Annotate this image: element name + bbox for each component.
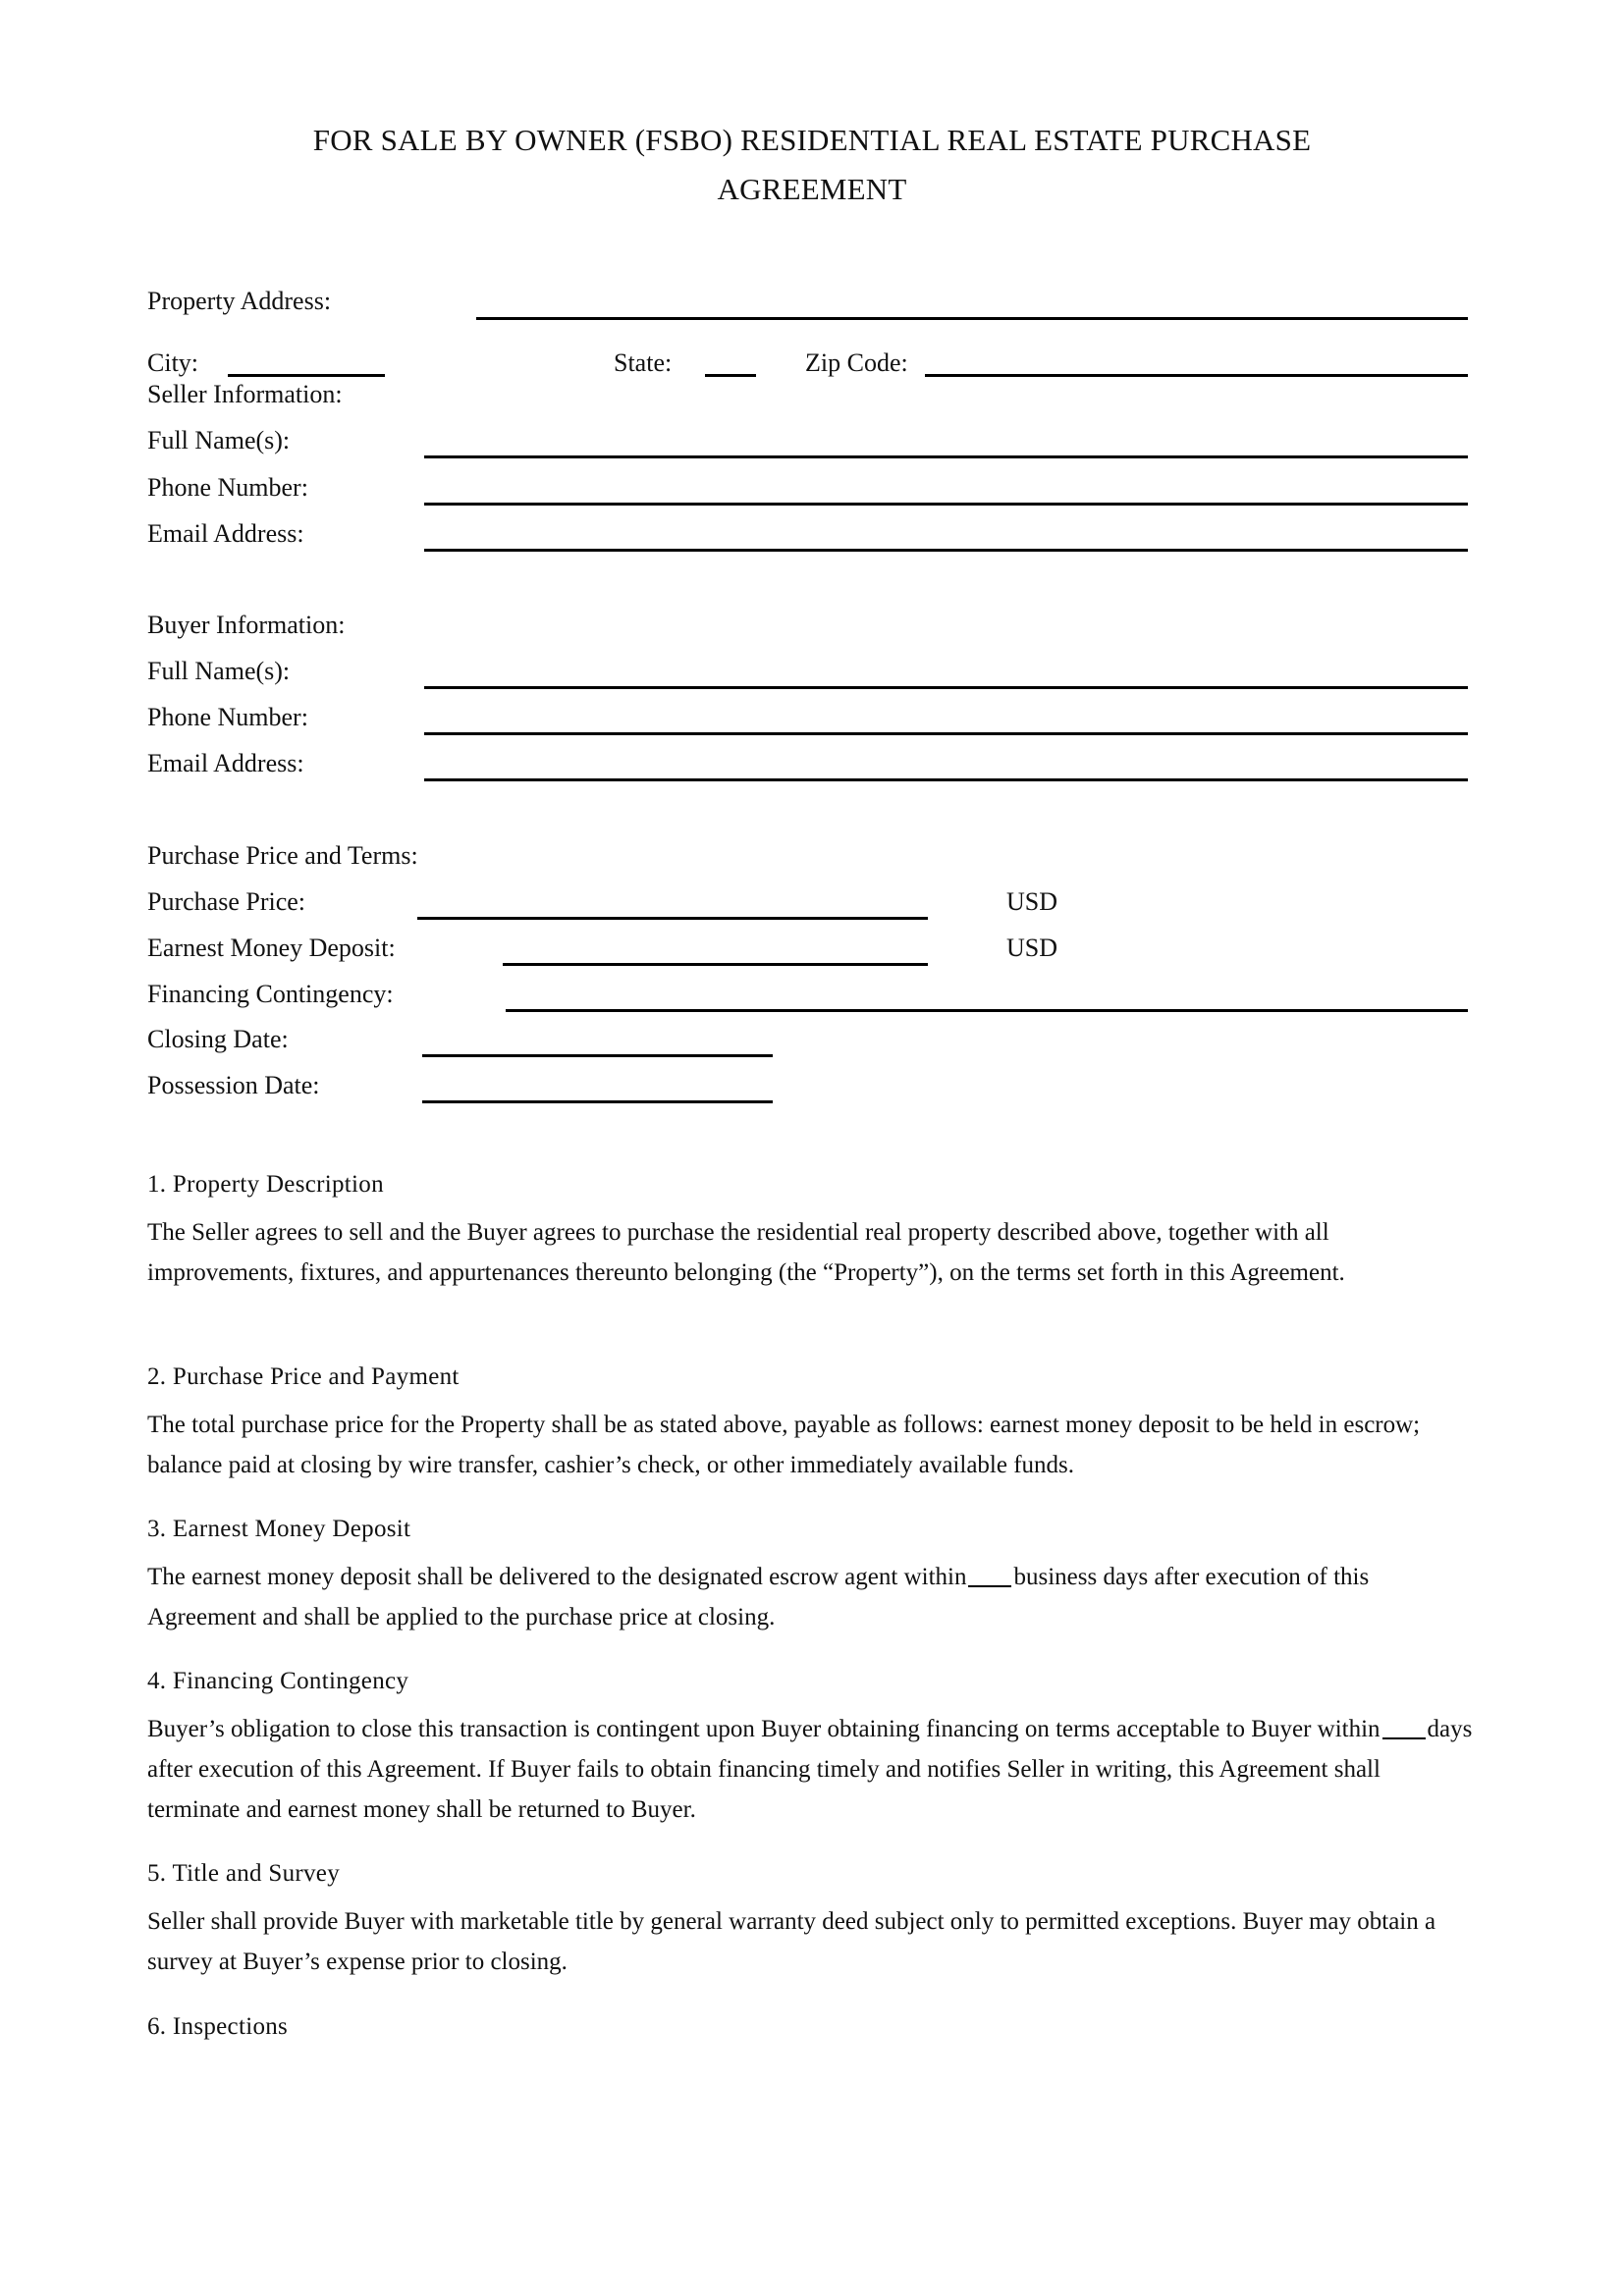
- buyer-full-name-label: Full Name(s):: [147, 657, 291, 685]
- property-address-label: Property Address:: [147, 287, 332, 315]
- field-row-property-address: [0, 285, 1624, 324]
- section-3-text-after: business days after execution of this Agreement and shall be applied to the purchase price at closing.: [147, 1564, 1370, 1630]
- seller-information-heading: Seller Information:: [147, 380, 343, 408]
- field-row-seller-email: [0, 517, 1624, 557]
- terms-heading-row: [0, 839, 1624, 879]
- purchase-price-input-line[interactable]: [417, 917, 928, 920]
- section-heading-6: 6. Inspections: [147, 2013, 289, 2040]
- section-4-text-after: days after execution of this Agreement. If Buyer fails to obtain financing timely and notifies Seller in writing, this Agreement shall terminate and earnest money shall be returned to Buyer.: [147, 1716, 1473, 1823]
- section-4-blank-field[interactable]: [1382, 1737, 1426, 1739]
- field-row-seller-phone: [0, 471, 1624, 510]
- field-row-seller-name: [0, 424, 1624, 463]
- earnest-money-label: Earnest Money Deposit:: [147, 934, 396, 962]
- seller-full-name-label: Full Name(s):: [147, 426, 291, 454]
- section-body-3: [147, 1557, 1473, 1637]
- section-body-2: The total purchase price for the Property shall be as stated above, payable as follows: earnest money deposit to be held in escrow; balance paid at closing by wire transfer, cashier’s check, or other immediately available funds.: [147, 1412, 1421, 1478]
- field-row-closing-date: [0, 1023, 1624, 1062]
- buyer-full-name-input-line[interactable]: [424, 686, 1468, 689]
- field-row-financing-contingency: [0, 978, 1624, 1017]
- financing-contingency-input-line[interactable]: [506, 1009, 1468, 1012]
- seller-phone-input-line[interactable]: [424, 503, 1468, 506]
- buyer-information-heading: Buyer Information:: [147, 611, 346, 639]
- financing-contingency-label: Financing Contingency:: [147, 980, 394, 1008]
- earnest-money-currency: USD: [1006, 934, 1058, 962]
- state-input-line[interactable]: [705, 374, 756, 377]
- field-row-buyer-email: [0, 747, 1624, 786]
- purchase-terms-heading: Purchase Price and Terms:: [147, 841, 418, 870]
- section-heading-4: 4. Financing Contingency: [147, 1668, 409, 1694]
- field-row-buyer-name: [0, 655, 1624, 694]
- field-row-purchase-price: [0, 885, 1624, 925]
- section-heading-1: 1. Property Description: [147, 1171, 384, 1198]
- section-heading-5: 5. Title and Survey: [147, 1860, 340, 1887]
- property-address-input-line[interactable]: [476, 317, 1468, 320]
- seller-full-name-input-line[interactable]: [424, 455, 1468, 458]
- section-4-text-before: Buyer’s obligation to close this transaction is contingent upon Buyer obtaining financing on terms acceptable to Buyer within: [147, 1716, 1380, 1742]
- buyer-information-heading-row: [0, 609, 1624, 648]
- purchase-price-label: Purchase Price:: [147, 887, 306, 916]
- closing-date-input-line[interactable]: [422, 1054, 773, 1057]
- possession-date-input-line[interactable]: [422, 1100, 773, 1103]
- city-input-line[interactable]: [228, 374, 385, 377]
- seller-phone-label: Phone Number:: [147, 473, 308, 502]
- buyer-email-input-line[interactable]: [424, 778, 1468, 781]
- seller-email-input-line[interactable]: [424, 549, 1468, 552]
- buyer-phone-label: Phone Number:: [147, 703, 308, 731]
- seller-email-label: Email Address:: [147, 519, 304, 548]
- seller-information-heading-row: [0, 378, 1624, 417]
- earnest-money-input-line[interactable]: [503, 963, 928, 966]
- purchase-price-currency: USD: [1006, 887, 1058, 916]
- buyer-phone-input-line[interactable]: [424, 732, 1468, 735]
- state-label: State:: [614, 348, 673, 377]
- field-row-possession-date: [0, 1069, 1624, 1108]
- section-heading-3: 3. Earnest Money Deposit: [147, 1516, 411, 1542]
- buyer-email-label: Email Address:: [147, 749, 304, 777]
- zip-code-label: Zip Code:: [805, 348, 908, 377]
- section-body-4: [147, 1709, 1473, 1830]
- page-title: FOR SALE BY OWNER (FSBO) RESIDENTIAL REAL ESTATE PURCHASE AGREEMENT: [312, 123, 1312, 206]
- section-body-1: The Seller agrees to sell and the Buyer agrees to purchase the residential real property described above, together with all improvements, fixtures, and appurtenances thereunto belonging (the “Property”), on the terms set forth in this Agreement.: [147, 1219, 1345, 1286]
- closing-date-label: Closing Date:: [147, 1025, 289, 1053]
- zip-code-input-line[interactable]: [925, 374, 1468, 377]
- city-label: City:: [147, 348, 199, 377]
- section-heading-2: 2. Purchase Price and Payment: [147, 1363, 460, 1390]
- section-body-5: Seller shall provide Buyer with marketable title by general warranty deed subject only to permitted exceptions. Buyer may obtain a survey at Buyer’s expense prior to closing.: [147, 1908, 1436, 1975]
- field-row-earnest-money: [0, 932, 1624, 971]
- section-3-text-before: The earnest money deposit shall be delivered to the designated escrow agent within: [147, 1564, 967, 1590]
- section-3-blank-field[interactable]: [968, 1585, 1011, 1587]
- field-row-buyer-phone: [0, 701, 1624, 740]
- possession-date-label: Possession Date:: [147, 1071, 320, 1099]
